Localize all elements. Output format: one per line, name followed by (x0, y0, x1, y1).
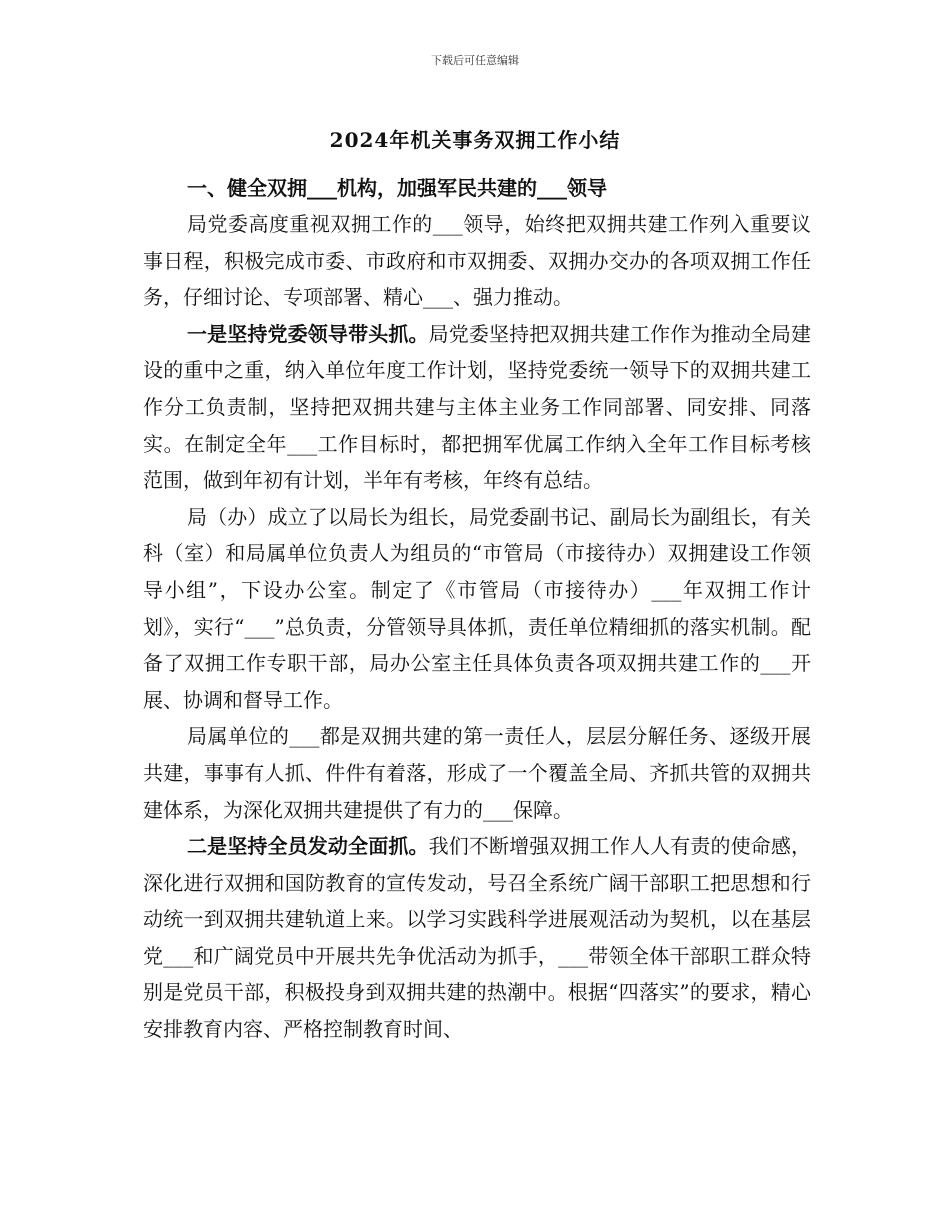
paragraph-text: 局（办）成立了以局长为组长，局党委副书记、副局长为副组长，有关科（室）和局属单位负责人为组员的“市管局（市接待办）双拥建设工作领导小组”，下设办公室。制定了《市管局（市接待办）___年双拥工作计划》，实行“___”总负责，分管领导具体抓，责任单位精细抓的落实机制。配备了双拥工作专职干部，局办公室主任具体负责各项双拥共建工作的___开展、协调和督导工作。 (143, 504, 811, 712)
paragraph-text: 局属单位的___都是双拥共建的第一责任人，层层分解任务、逐级开展共建，事事有人抓、件件有着落，形成了一个覆盖全局、齐抓共管的双拥共建体系，为深化双拥共建提供了有力的___保障。 (143, 724, 811, 822)
paragraph-1 (143, 206, 811, 316)
document-body (143, 170, 811, 1048)
paragraph-2 (143, 316, 811, 499)
paragraph-lead: 一是坚持党委领导带头抓。 (187, 321, 429, 346)
paragraph-text: 我们不断增强双拥工作人人有责的使命感，深化进行双拥和国防教育的宣传发动，号召全系统广阔干部职工把思想和行动统一到双拥共建轨道上来。以学习实践科学进展观活动为契机，以在基层党___和广阔党员中开展共先争优活动为抓手，___带领全体干部职工群众特别是党员干部，积极投身到双拥共建的热潮中。根据“四落实”的要求，精心安排教育内容、严格控制教育时间、 (143, 834, 812, 1042)
paragraph-text: 局党委高度重视双拥工作的___领导，始终把双拥共建工作列入重要议事日程，积极完成市委、市政府和市双拥委、双拥办交办的各项双拥工作任务，仔细讨论、专项部署、精心___、强力推动。 (143, 212, 811, 310)
paragraph-5 (143, 828, 811, 1048)
paragraph-4 (143, 718, 811, 828)
paragraph-lead: 二是坚持全员发动全面抓。 (187, 834, 429, 859)
paragraph-3 (143, 499, 811, 719)
section-heading: 一、健全双拥___机构，加强军民共建的___领导 (187, 176, 607, 200)
paragraph-text: 局党委坚持把双拥共建工作作为推动全局建设的重中之重，纳入单位年度工作计划，坚持党委统一领导下的双拥共建工作分工负责制，坚持把双拥共建与主体主业务工作同部署、同安排、同落实。在制定全年___工作目标时，都把拥军优属工作纳入全年工作目标考核范围，做到年初有计划，半年有考核，年终有总结。 (143, 321, 812, 493)
document-title: 2024年机关事务双拥工作小结 (329, 128, 621, 152)
page-header-note: 下载后可任意编辑 (431, 54, 519, 67)
